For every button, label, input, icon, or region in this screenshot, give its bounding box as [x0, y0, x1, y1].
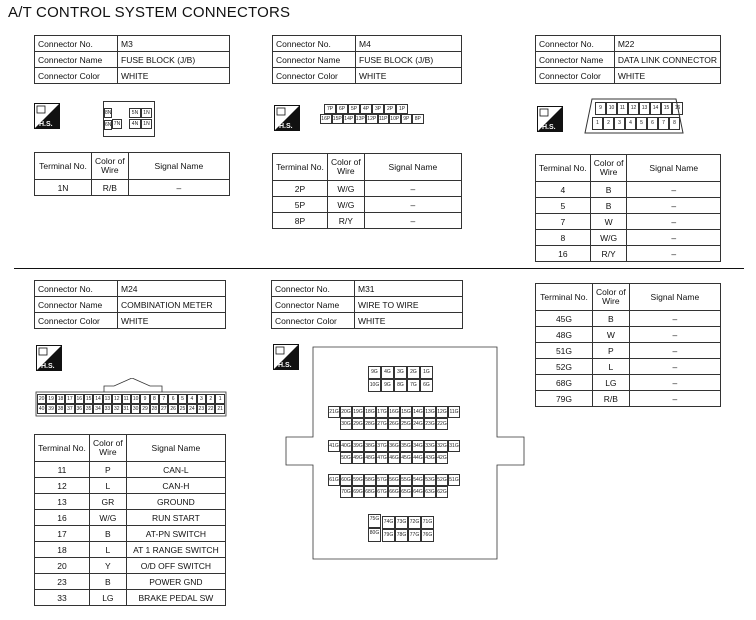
svg-text:H.S.: H.S. — [278, 362, 292, 369]
pin: 19G — [352, 406, 364, 418]
pin: 25G — [400, 418, 412, 430]
pin: 34 — [95, 406, 101, 412]
pin: 23G — [424, 418, 436, 430]
pin: 59G — [352, 474, 364, 486]
page-title: A/T CONTROL SYSTEM CONNECTORS — [8, 4, 291, 21]
table-row: 5 B – — [536, 198, 721, 214]
harness-side-icon — [537, 106, 563, 132]
pin: 28G — [364, 418, 376, 430]
table-row: 2P W/G – — [273, 181, 462, 197]
harness-side-icon — [274, 105, 300, 131]
pin: 21 — [217, 406, 223, 412]
pin: 36 — [76, 406, 83, 412]
pin: 9P — [401, 114, 413, 124]
connector-color: WHITE — [355, 313, 463, 329]
pin: 63G — [424, 486, 436, 498]
table-row: 17 B AT-PN SWITCH — [35, 526, 226, 542]
pin: 43G — [424, 452, 436, 464]
pin: 10 — [606, 102, 617, 115]
pin: 26 — [170, 406, 176, 412]
table-row: 33 LG BRAKE PEDAL SW — [35, 590, 226, 606]
pin: 4G — [381, 366, 394, 379]
harness-side-icon — [36, 345, 62, 371]
pin: 24G — [412, 418, 424, 430]
pin: 3P — [372, 104, 384, 114]
pin: 50G — [340, 452, 352, 464]
pin: 11P — [378, 116, 388, 122]
pin: 1N — [141, 119, 152, 129]
pin: 65G — [400, 486, 412, 498]
terminal-table-m22: Terminal No. Color of Wire Signal Name 4 B – 5 B – 7 W – 8 W/G – 16 R/Y – — [535, 154, 721, 262]
pin: 15 — [85, 396, 92, 402]
pin: 39 — [48, 406, 54, 412]
pin: 11 — [122, 394, 131, 404]
pin: 69G — [352, 486, 364, 498]
connector-face-m4 — [320, 104, 426, 126]
pin: 13 — [104, 396, 111, 402]
pin: 25 — [179, 406, 186, 412]
pin: 9G — [381, 379, 394, 392]
table-row: 68G LG – — [536, 375, 721, 391]
connector-info-m22: Connector No. M22 Connector Name DATA LINK CONNECTOR Connector Color WHITE — [535, 35, 721, 84]
connector-color: WHITE — [614, 68, 720, 84]
pin: 31G — [448, 440, 460, 452]
connector-no: M24 — [118, 281, 226, 297]
pin: 33G — [424, 440, 436, 452]
pin: 8 — [669, 117, 680, 130]
terminal-table-m3: Terminal No. Color of Wire Signal Name 1N R/B – — [34, 152, 230, 196]
pin: 40G — [340, 440, 352, 452]
table-row: 20 Y O/D OFF SWITCH — [35, 558, 226, 574]
pin: 8 — [150, 394, 159, 404]
pin: 52G — [436, 474, 448, 486]
pin: 67G — [376, 486, 388, 498]
pin: 4P — [360, 104, 372, 114]
pin: 31 — [123, 406, 129, 412]
pin: 57G — [376, 474, 388, 486]
table-row: 7 W – — [536, 214, 721, 230]
pin: 9G — [368, 366, 381, 379]
pin: 4N — [129, 119, 141, 129]
pin: 56G — [388, 474, 400, 486]
pin: 24 — [189, 406, 195, 412]
connector-color: WHITE — [356, 68, 462, 84]
pin: 13 — [639, 102, 650, 115]
pin: 2P — [384, 104, 396, 114]
pin: 61G — [328, 474, 340, 486]
svg-text:H.S.: H.S. — [39, 121, 53, 128]
pin: 5N — [129, 108, 141, 118]
pin: 32 — [114, 406, 120, 412]
table-row: 16 R/Y – — [536, 246, 721, 262]
pin: 21G — [328, 406, 340, 418]
pin: 80G — [368, 528, 381, 542]
pin: 39G — [352, 440, 364, 452]
connector-no: M4 — [356, 36, 462, 52]
pin: 20G — [340, 406, 352, 418]
pin: 16 — [76, 396, 83, 402]
pin: 3 — [614, 117, 625, 130]
terminal-table-m24: Terminal No. Color of Wire Signal Name 11 P CAN-L 12 L CAN-H 13 GR GROUND 16 W/G RUN START 17 B AT-PN SWITCH 18 L AT 1 RANGE SWITCH 20 Y O/D OFF SWITCH 23 B POWER GND 33 LG BRAKE PEDAL SW — [34, 434, 226, 606]
pin: 41G — [328, 440, 340, 452]
pin: 7P — [324, 104, 336, 114]
pin: 1G — [420, 366, 433, 379]
table-row: 45G B – — [536, 311, 721, 327]
pin: 18G — [364, 406, 376, 418]
pin: 49G — [352, 452, 364, 464]
table-row: 8 W/G – — [536, 230, 721, 246]
pin: 17 — [67, 396, 73, 402]
pin: 15G — [400, 406, 412, 418]
table-row: 13 GR GROUND — [35, 494, 226, 510]
connector-no: M22 — [614, 36, 720, 52]
pin: 13G — [424, 406, 436, 418]
pin: 44G — [412, 452, 424, 464]
pin: 27G — [376, 418, 388, 430]
table-row: 12 L CAN-H — [35, 478, 226, 494]
pin: 5P — [348, 104, 360, 114]
pin: 36G — [388, 440, 400, 452]
connector-info-m3: Connector No. M3 Connector Name FUSE BLOCK (J/B) Connector Color WHITE — [34, 35, 230, 84]
pin: 17G — [376, 406, 388, 418]
pin: 26G — [388, 418, 400, 430]
pin: 9 — [595, 102, 606, 115]
pin: 55G — [400, 474, 412, 486]
table-row: 48G W – — [536, 327, 721, 343]
pin: 12 — [628, 102, 639, 115]
pin: 6G — [420, 379, 433, 392]
connector-info-m4: Connector No. M4 Connector Name FUSE BLOCK (J/B) Connector Color WHITE — [272, 35, 462, 84]
pin: 35G — [400, 440, 412, 452]
pin: 1N — [141, 108, 152, 118]
pin: 7N — [113, 121, 121, 127]
pin: 47G — [376, 452, 388, 464]
table-row: 23 B POWER GND — [35, 574, 226, 590]
pin: 2G — [407, 366, 420, 379]
pin: 3G — [394, 366, 407, 379]
pin: 11G — [448, 406, 460, 418]
pin: 68G — [364, 486, 376, 498]
connector-no: M31 — [355, 281, 463, 297]
pin: 5 — [178, 394, 187, 404]
pin: 62G — [436, 486, 448, 498]
pin: 48G — [364, 452, 376, 464]
connector-name: COMBINATION METER — [118, 297, 226, 313]
pin: 76G — [421, 529, 434, 542]
pin: 6N — [105, 122, 112, 128]
pin: 16P — [321, 116, 331, 122]
pin: 6P — [336, 104, 348, 114]
pin: 74G — [382, 516, 395, 529]
pin: 7G — [407, 379, 420, 392]
pin: 27 — [160, 406, 167, 412]
pin: 10G — [368, 379, 381, 392]
connector-info-m31: Connector No. M31 Connector Name WIRE TO WIRE Connector Color WHITE — [271, 280, 463, 329]
pin: 16 — [672, 102, 683, 115]
pin: 6 — [647, 117, 658, 130]
pin: 20 — [38, 396, 45, 402]
terminal-table-m31: Terminal No. Color of Wire Signal Name 45G B – 48G W – 51G P – 52G L – 68G LG – 79G R/B – — [535, 283, 721, 407]
pin: 1 — [592, 117, 603, 130]
pin: 73G — [395, 516, 408, 529]
table-row: 11 P CAN-L — [35, 462, 226, 478]
pin: 66G — [388, 486, 400, 498]
pin: 71G — [421, 516, 434, 529]
pin: 4 — [625, 117, 636, 130]
svg-text:H.S.: H.S. — [279, 123, 293, 130]
table-row: 5P W/G – — [273, 197, 462, 213]
pin: 9 — [140, 394, 149, 404]
connector-color: WHITE — [118, 313, 226, 329]
pin: 28 — [151, 406, 158, 412]
pin: 11 — [617, 102, 628, 115]
table-row: 52G L – — [536, 359, 721, 375]
pin: 23 — [198, 406, 205, 412]
pin: 1P — [396, 104, 408, 114]
pin: 58G — [364, 474, 376, 486]
pin: 8G — [394, 379, 407, 392]
pin: 10 — [132, 396, 139, 402]
pin: 18 — [57, 396, 64, 402]
pin: 45G — [400, 452, 412, 464]
pin: 37 — [67, 406, 73, 412]
pin: 4 — [187, 394, 196, 404]
pin: 6 — [168, 394, 177, 404]
pin: 40 — [38, 406, 45, 412]
pin: 8P — [412, 114, 424, 124]
pin: 30 — [132, 406, 139, 412]
pin: 54G — [412, 474, 424, 486]
pin: 14G — [412, 406, 424, 418]
pin: 46G — [388, 452, 400, 464]
pin: 35 — [85, 406, 92, 412]
pin: 34G — [412, 440, 424, 452]
pin: 60G — [340, 474, 352, 486]
pin: 3 — [197, 394, 206, 404]
pin: 22G — [436, 418, 448, 430]
pin: 16G — [388, 406, 400, 418]
pin: 77G — [408, 529, 421, 542]
connector-name: WIRE TO WIRE — [355, 297, 463, 313]
pin: 32G — [436, 440, 448, 452]
harness-side-icon — [34, 103, 60, 129]
pin: 8N — [105, 110, 112, 116]
table-row: 51G P – — [536, 343, 721, 359]
pin: 14 — [95, 396, 101, 402]
section-divider — [14, 268, 744, 269]
pin: 29G — [352, 418, 364, 430]
pin: 15 — [661, 102, 672, 115]
pin: 13P — [355, 116, 365, 122]
pin: 78G — [395, 529, 408, 542]
pin: 64G — [412, 486, 424, 498]
pin: 51G — [448, 474, 460, 486]
connector-name: FUSE BLOCK (J/B) — [356, 52, 462, 68]
pin: 7 — [658, 117, 669, 130]
svg-text:H.S.: H.S. — [41, 363, 55, 370]
pin: 75G — [368, 514, 381, 528]
connector-name: DATA LINK CONNECTOR — [614, 52, 720, 68]
table-row: 8P R/Y – — [273, 213, 462, 229]
pin: 2 — [206, 394, 215, 404]
pin: 10P — [390, 116, 400, 122]
pin: 38G — [364, 440, 376, 452]
pin: 29 — [142, 406, 148, 412]
pin: 30G — [340, 418, 352, 430]
pin: 42G — [436, 452, 448, 464]
pin: 38 — [57, 406, 64, 412]
pin: 33 — [104, 406, 111, 412]
svg-text:H.S.: H.S. — [542, 124, 556, 131]
pin: 2 — [603, 117, 614, 130]
pin: 22 — [207, 406, 214, 412]
table-row: 79G R/B – — [536, 391, 721, 407]
connector-no: M3 — [118, 36, 230, 52]
table-row: 4 B – — [536, 182, 721, 198]
pin: 15P — [332, 116, 342, 122]
connector-name: FUSE BLOCK (J/B) — [118, 52, 230, 68]
table-row: 16 W/G RUN START — [35, 510, 226, 526]
connector-color: WHITE — [118, 68, 230, 84]
connector-face-m3 — [103, 101, 155, 137]
pin: 70G — [340, 486, 352, 498]
terminal-table-m4: Terminal No. Color of Wire Signal Name 2P W/G – 5P W/G – 8P R/Y – — [272, 153, 462, 229]
pin: 79G — [382, 529, 395, 542]
pin: 14 — [650, 102, 661, 115]
pin: 12 — [114, 396, 120, 402]
pin: 12P — [367, 116, 377, 122]
pin: 53G — [424, 474, 436, 486]
pin: 5 — [636, 117, 647, 130]
connector-info-m24: Connector No. M24 Connector Name COMBINATION METER Connector Color WHITE — [34, 280, 226, 329]
pin: 72G — [408, 516, 421, 529]
pin: 14P — [344, 116, 354, 122]
pin: 19 — [48, 396, 54, 402]
pin: 12G — [436, 406, 448, 418]
table-row: 1N R/B – — [35, 180, 230, 196]
pin: 7 — [159, 394, 168, 404]
pin: 37G — [376, 440, 388, 452]
table-row: 18 L AT 1 RANGE SWITCH — [35, 542, 226, 558]
pin: 1 — [215, 394, 224, 404]
